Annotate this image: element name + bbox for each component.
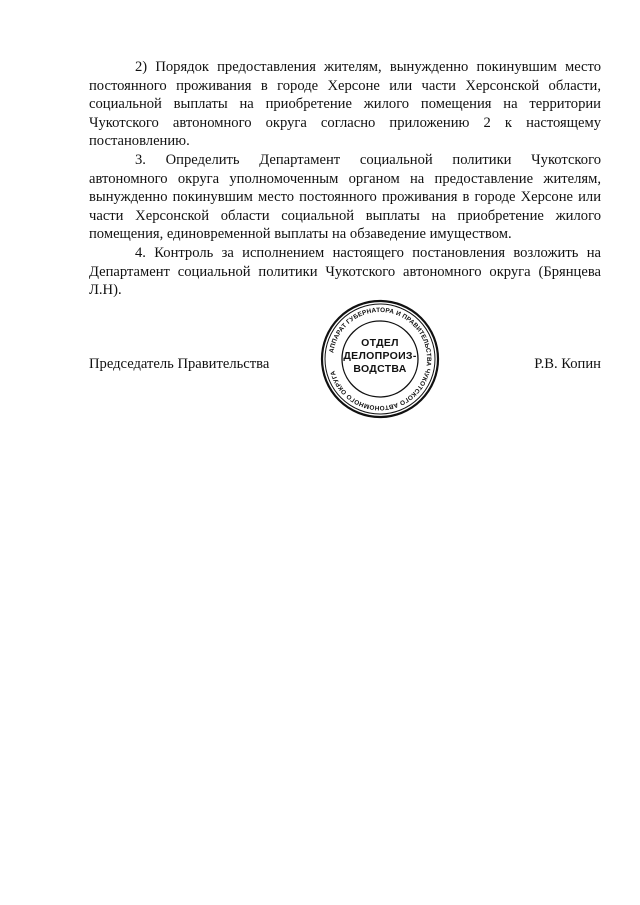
signatory-name: Р.В. Копин	[534, 356, 601, 372]
stamp-ring-text: АППАРАТ ГУБЕРНАТОРА И ПРАВИТЕЛЬСТВА ЧУКОТСКОГО АВТОНОМНОГО ОКРУГА	[328, 306, 433, 412]
signatory-position: Председатель Правительства	[89, 356, 270, 372]
paragraph-item-2: 2) Порядок предоставления жителям, вынужденно покинувшим место постоянного проживания в городе Херсоне или части Херсонской области, социальной выплаты на приобретение жилого помещения на территории Чукотского автономного округа согласно приложению 2 к настоящему постановлению.	[89, 59, 601, 150]
stamp-line: ОТДЕЛ	[361, 337, 399, 349]
document-body	[89, 58, 601, 300]
official-stamp	[320, 299, 440, 419]
paragraph-item-3: 3. Определить Департамент социальной политики Чукотского автономного округа уполномоченным органом на предоставление жителям, вынужденно покинувшим место постоянного проживания в городе Херсоне или части Херсонской области социальной выплаты на приобретение жилого помещения, единовременной выплаты на обзаведение имуществом.	[89, 151, 601, 243]
paragraph-item-4: 4. Контроль за исполнением настоящего постановления возложить на Департамент социальной политики Чукотского автономного округа (Брянцева Л.Н).	[89, 244, 601, 299]
stamp-line: ВОДСТВА	[353, 363, 407, 375]
stamp-line: ДЕЛОПРОИЗ-	[343, 350, 417, 362]
stamp-center-text	[320, 337, 440, 376]
